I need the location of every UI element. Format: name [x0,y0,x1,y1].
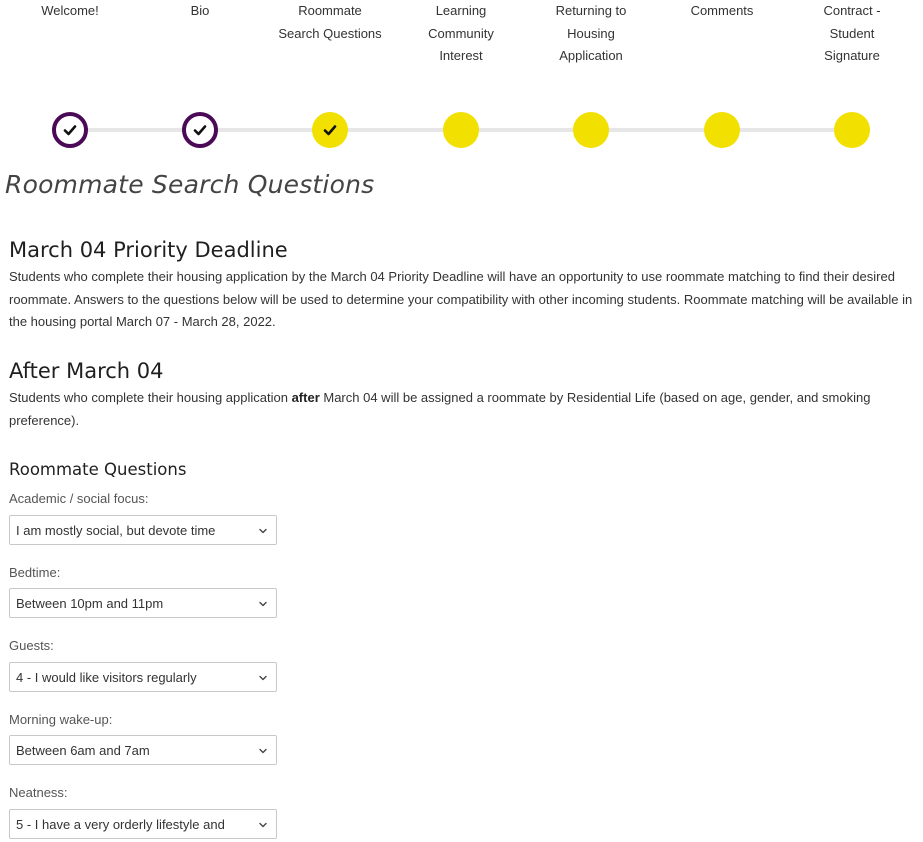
checkmark-icon [323,123,337,137]
priority-deadline-text: Students who complete their housing application by the March 04 Priority Deadline will have an opportunity to use roommate matching to find their desired roommate. Answers to the questions below will be used to determine your compatibility with other incoming students. Roommate matching will be available in the housing portal March 07 - March 28, 2022. [9,269,913,329]
select-value: 5 - I have a very orderly lifestyle and [16,816,225,832]
select-value: 4 - I would like visitors regularly [16,669,197,685]
step-label-bio[interactable]: Bio [190,3,210,18]
chevron-down-icon [258,673,268,683]
after-deadline-heading: After March 04 [9,359,164,383]
step-label-roommate-search[interactable]: Roommate Search Questions [278,3,382,41]
select-value: I am mostly social, but devote time [16,522,216,538]
step-connector [331,128,461,132]
select-value: Between 10pm and 11pm [16,595,164,611]
select-value: Between 6am and 7am [16,742,150,758]
checkmark-icon [63,123,77,137]
question-guests [9,638,277,692]
checkmark-icon [193,123,207,137]
step-indicator-comments[interactable] [704,112,740,148]
neatness-select[interactable] [9,809,277,839]
chevron-down-icon [258,746,268,756]
step-indicator-roommate-search[interactable] [312,112,348,148]
step-indicator-bio[interactable] [182,112,218,148]
step-label-welcome[interactable]: Welcome! [41,3,99,18]
progress-stepper [0,0,923,160]
question-academic-social [9,491,277,545]
step-connector [592,128,722,132]
guests-select[interactable] [9,662,277,692]
bedtime-select[interactable] [9,588,277,618]
question-label: Morning wake-up: [9,712,113,727]
after-deadline-section [9,359,915,432]
chevron-down-icon [258,599,268,609]
roommate-questions-heading-wrap [9,460,915,479]
after-emphasis: after [291,390,320,405]
step-indicator-learning-community[interactable] [443,112,479,148]
page-title: Roommate Search Questions [5,170,375,199]
step-label-learning-community[interactable]: Learning Community Interest [428,3,494,63]
question-label: Academic / social focus: [9,491,149,506]
step-connector [722,128,852,132]
chevron-down-icon [258,820,268,830]
step-indicator-contract[interactable] [834,112,870,148]
step-indicator-returning-housing[interactable] [573,112,609,148]
step-connector [70,128,199,132]
roommate-questions-heading: Roommate Questions [9,460,187,479]
step-connector [461,128,591,132]
step-label-comments[interactable]: Comments [690,3,754,18]
chevron-down-icon [258,526,268,536]
question-label: Bedtime: [9,565,61,580]
step-indicator-welcome[interactable] [52,112,88,148]
step-label-returning-housing[interactable]: Returning to Housing Application [555,3,627,63]
step-connector [200,128,330,132]
priority-deadline-heading: March 04 Priority Deadline [9,238,288,262]
step-label-contract[interactable]: Contract - Student Signature [823,3,881,63]
priority-deadline-section [9,238,915,334]
morning-wakeup-select[interactable] [9,735,277,765]
question-bedtime [9,565,277,618]
question-label: Guests: [9,638,54,653]
question-label: Neatness: [9,785,68,800]
academic-social-select[interactable] [9,515,277,545]
question-neatness [9,785,277,839]
after-deadline-text: Students who complete their housing application after March 04 will be assigned a roommate by Residential Life (based on age, gender, and smoking preference). [9,390,871,428]
question-morning-wakeup [9,712,277,765]
